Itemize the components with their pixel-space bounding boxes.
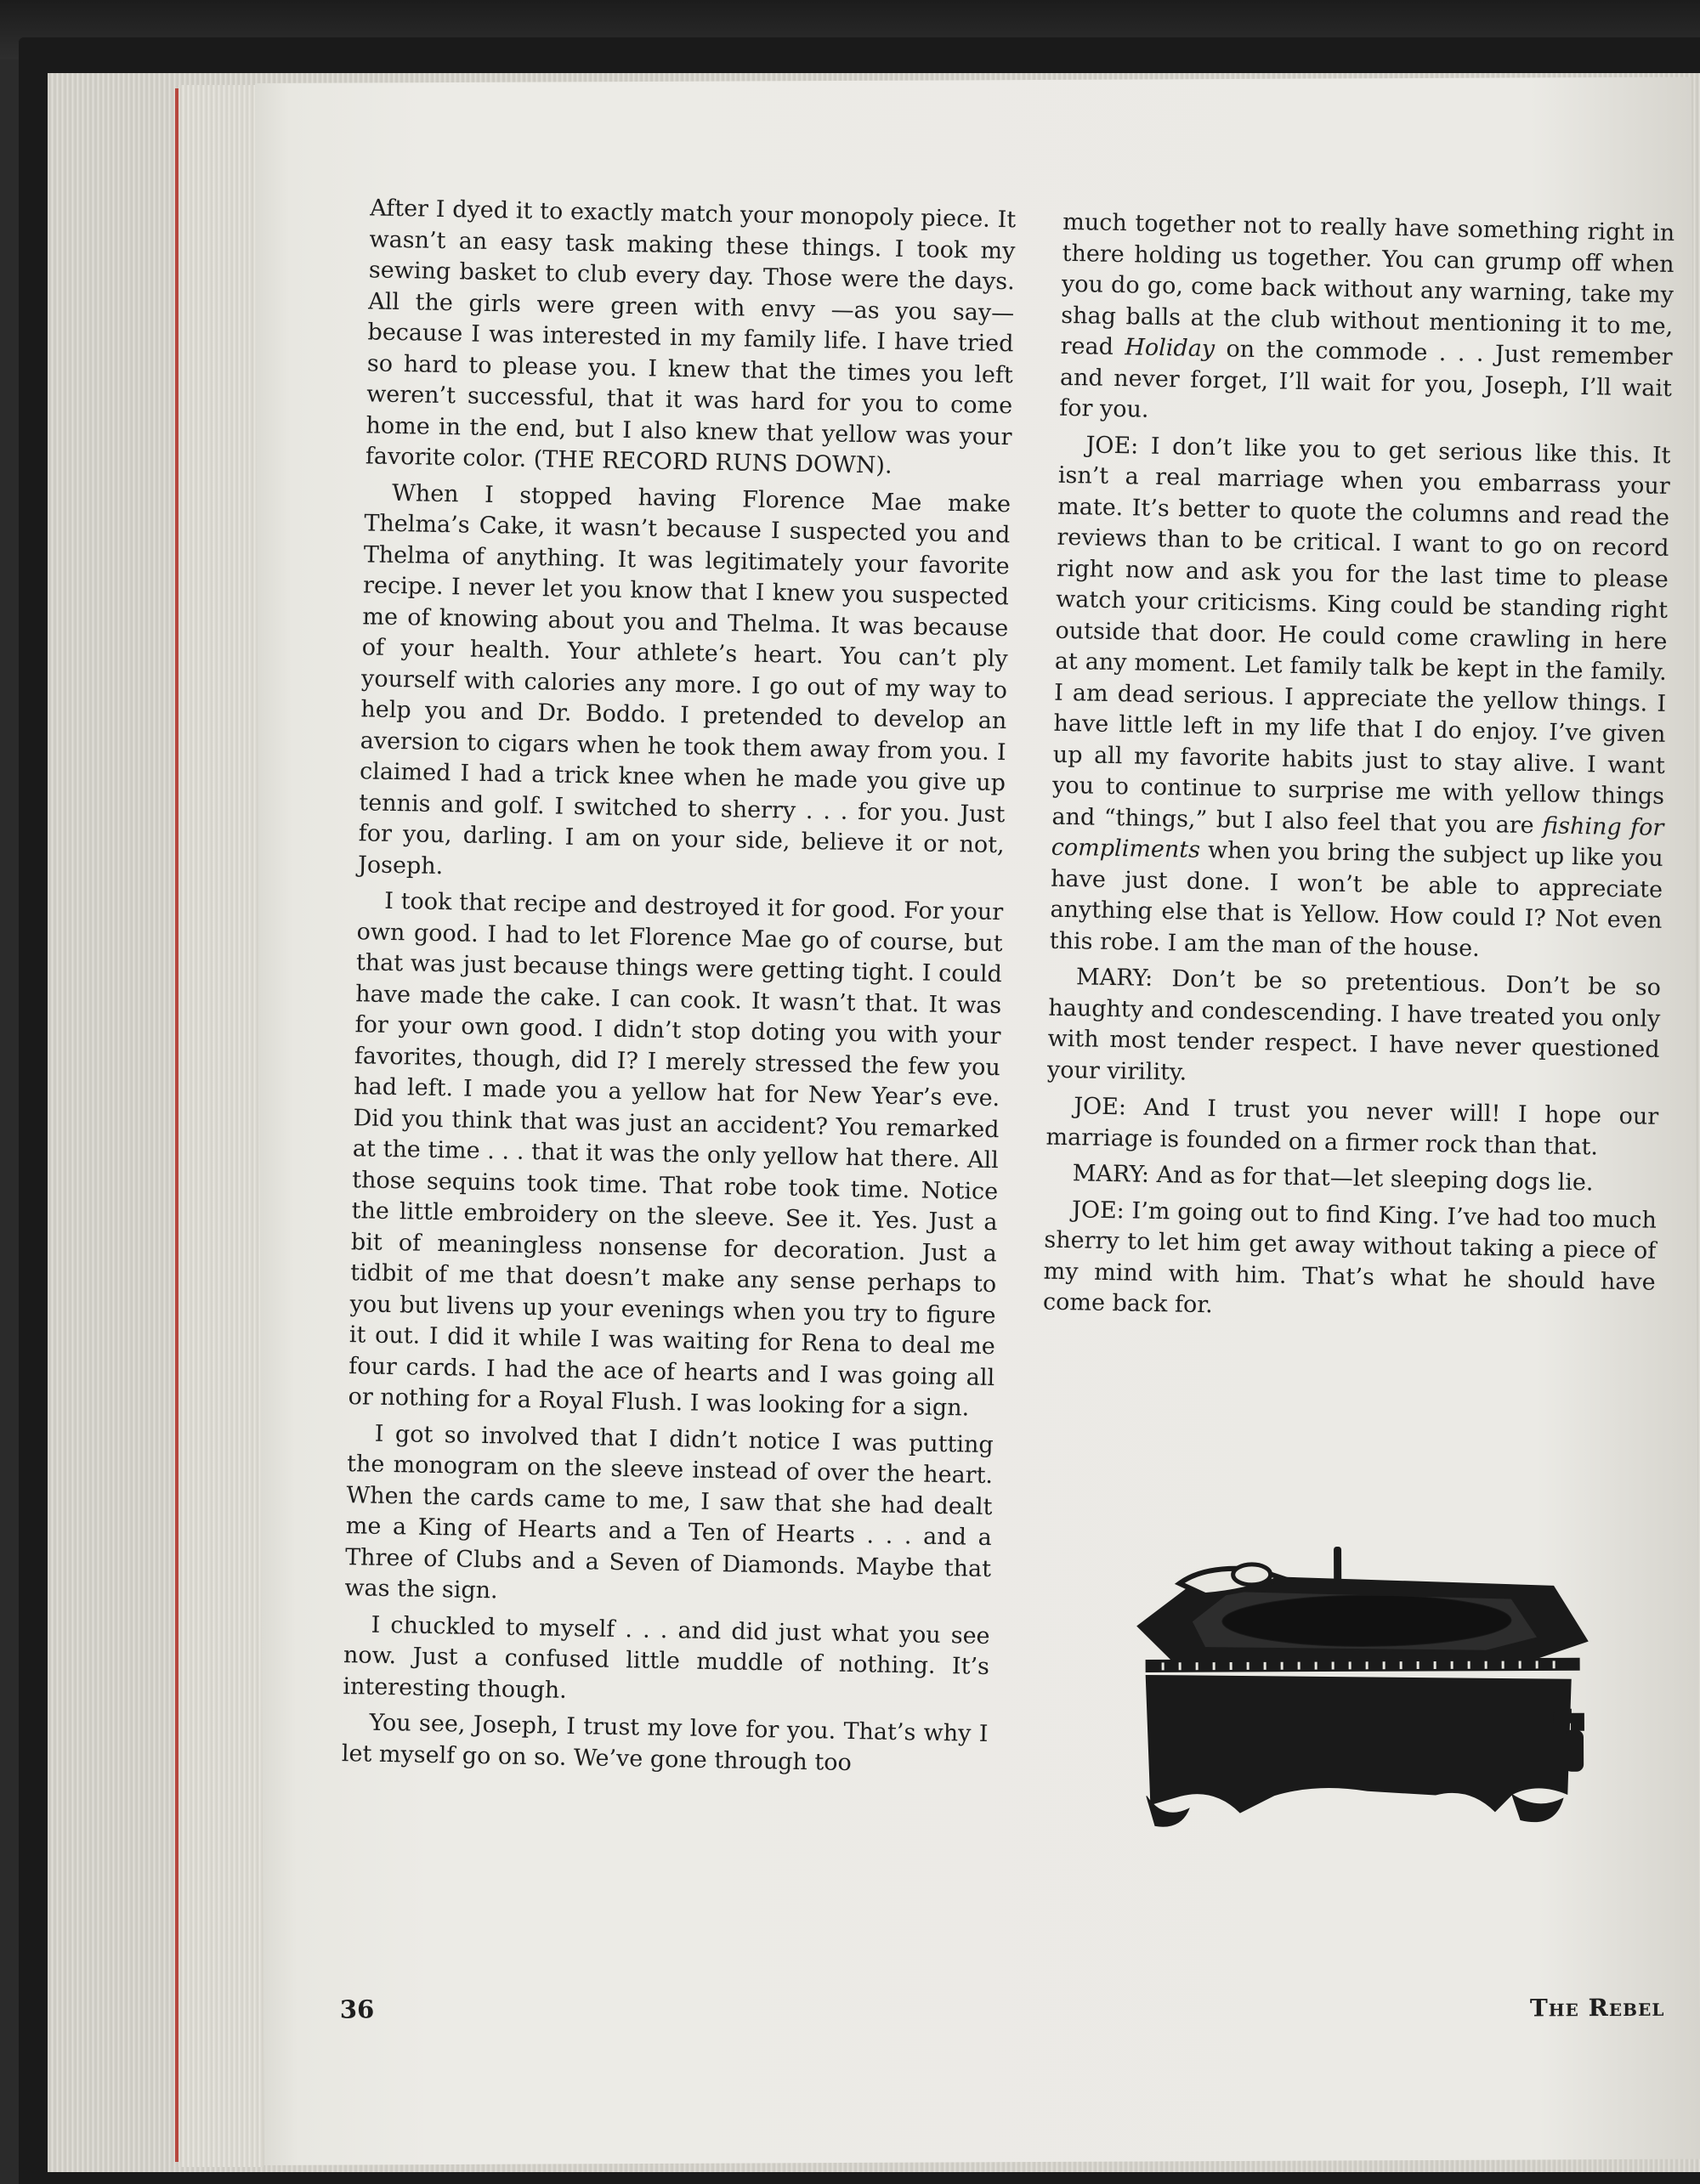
- right-column: [1043, 207, 1675, 1334]
- paragraph: MARY: Don’t be so pretentious. Don’t be so haughty and condescending. I have treated you only with most tender respect. I have never questioned your virility.: [1046, 964, 1662, 1086]
- paragraph: You see, Joseph, I trust my love for you. That’s why I let myself go on so. We’ve gone through too: [341, 1709, 989, 1776]
- text-run: on the commode . . . Just remember and never forget, I’ll wait for you, Joseph, I’ll wait for you.: [1059, 336, 1673, 423]
- paragraph: After I dyed it to exactly match your monopoly piece. It wasn’t an easy task making these things. I took my sewing basket to club every day. Those were the days. All the girls were green with envy —as you say—because I was interested in my family life. I have tried so hard to please you. I knew that the times you left weren’t successful, that it was hard for you to come home in the end, but I also knew that yellow was your favorite color. (THE RECORD RUNS DOWN).: [365, 195, 1017, 479]
- page-edge-red: [175, 88, 178, 2162]
- left-column: [341, 193, 1016, 1786]
- running-title: The Rebel: [1529, 1993, 1665, 2023]
- paragraph: I got so involved that I didn’t notice I was putting the monogram on the sleeve instead of over the heart. When the cards came to me, I saw that she had dealt me a King of Hearts and a Ten of Hearts . . . and a Three of Clubs and a Seven of Diamonds. Maybe that was the sign.: [344, 1420, 994, 1604]
- paragraph: JOE: And I trust you never will! I hope our marriage is founded on a firmer rock than that.: [1046, 1093, 1659, 1161]
- phonograph-icon: [1111, 1539, 1596, 1830]
- paragraph: [1059, 207, 1675, 436]
- paragraph: I chuckled to myself . . . and did just what you see now. Just a confused little muddle of nothing. It’s interesting though.: [343, 1611, 990, 1704]
- paragraph: JOE: I’m going out to find King. I’ve had too much sherry to let him get away without taking a piece of my mind with him. That’s what he should have come back for.: [1042, 1196, 1658, 1319]
- paragraph: I took that recipe and destroyed it for good. For your own good. I had to let Florence Mae go of course, but that was just because things were getting tight. I could have made the cake. I can cook. It wasn’t that. It was for your own good. I didn’t stop doting you with your favorites, though, did I? I merely stressed the few you had left. I made you a yellow hat for New Year’s eve. Did you think that was just an accident? You remarked at the time . . . that it was the only yellow hat there. All those sequins took time. That robe took time. Notice the little embroidery on the sleeve. See it. Yes. Just a bit of meaningless nonsense for decoration. Just a tidbit of me that doesn’t make any sense perhaps to you but livens up your evenings when you try to figure it out. I did it while I was waiting for Rena to deal me four cards. I had the ace of hearts and I was going all or nothing for a Royal Flush. I was looking for a sign.: [348, 887, 1004, 1422]
- page-stack-inner: [178, 85, 264, 2167]
- paragraph: When I stopped having Florence Mae make Thelma’s Cake, it wasn’t because I suspected you and Thelma of anything. It was legitimately your favorite recipe. I never let you know that I knew you suspected me of knowing about you and Thelma. It was because of your health. Your athlete’s heart. You can’t ply yourself with calories any more. I go out of my way to help you and Dr. Boddo. I pretended to develop an aversion to cigars when he took them away from you. I claimed I had a trick knee when he made you give up tennis and golf. I switched to sherry . . . for you. Just for you, darling. I am on your side, believe it or not, Joseph.: [357, 479, 1012, 880]
- page-number: 36: [339, 1994, 375, 2024]
- italic-title: Holiday: [1125, 334, 1216, 363]
- paragraph: [1049, 429, 1670, 968]
- italic-phrase: fishing for compliments: [1051, 812, 1664, 863]
- paragraph: MARY: And as for that—let sleeping dogs lie.: [1072, 1160, 1594, 1197]
- book-page: [255, 77, 1700, 2165]
- text-run: much together not to really have something right in there holding us together. You can grump off when you do go, come back without any warning, take my shag balls at the club without mentioning it to me, read: [1060, 208, 1675, 360]
- text-run: JOE: I don’t like you to get serious like this. It isn’t a real marriage when you embarrass your mate. It’s better to quote the columns and read the reviews than to be critical. I want to go on record right now and ask you for the last time to please watch your criticisms. King could be standing right outside that door. He could come crawling in here at any moment. Let family talk be kept in the family. I am dead serious. I appreciate the yellow things. I have little left in my life that I do enjoy. I’ve given up all my favorite habits just to stay alive. I want you to continue to surprise me with yellow things and “things,” but I also feel that you are: [1051, 431, 1671, 839]
- text-run: when you bring the subject up like you have just done. I won’t be able to appreciate anything else that is Yellow. How could I? Not even this robe. I am the man of the house.: [1049, 837, 1664, 962]
